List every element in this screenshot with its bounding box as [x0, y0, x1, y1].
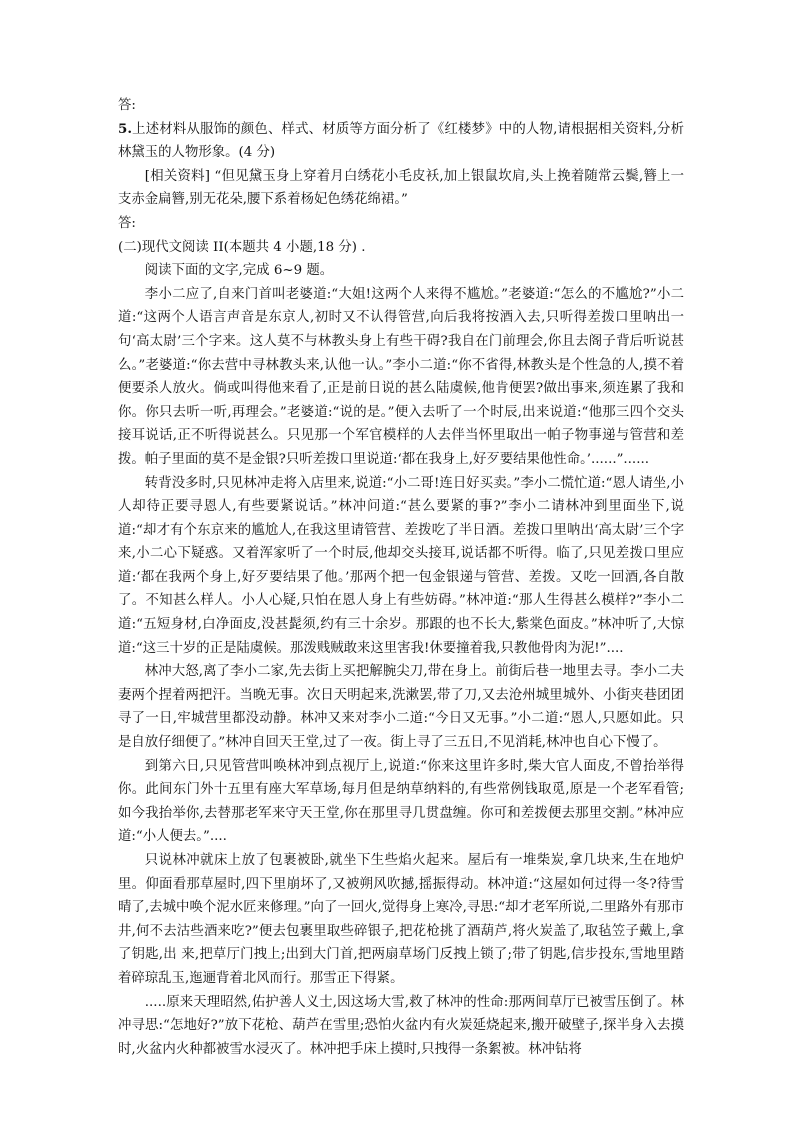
question-5-text: 上述材料从服饰的颜色、样式、材质等方面分析了《红楼梦》中的人物,请根据相关资料,分析林黛玉的人物形象。(4 分): [118, 121, 684, 161]
q5-answer-label: 答:: [118, 215, 136, 231]
section-title: (二)现代文阅读 II(本题共 4 小题,18 分) .: [118, 239, 366, 255]
question-5: [118, 118, 684, 165]
passage-paragraph-1: 李小二应了,自来门首叫老婆道:“大姐!这两个人来得不尴尬。”老婆道:“怎么的不尴尬?”小二道:“这两个人语言声音是东京人,初时又不认得管营,向后我将按酒入去,只听得差拨口里呐出一句‘高太尉’三个字来。这人莫不与林教头身上有些干碍?我自在门前理会,你且去阁子背后听说甚么。”老婆道:“你去营中寻林教头来,认他一认。”李小二道:“你不省得,林教头是个性急的人,摸不着便要杀人放火。倘或叫得他来看了,正是前日说的甚么陆虞候,他肯便罢?做出事来,须连累了我和你。你只去听一听,再理会。”老婆道:“说的是。”便入去听了一个时辰,出来说道:“他那三四个交头接耳说话,正不听得说甚么。只见那一个军官模样的人去伴当怀里取出一帕子物事递与管营和差拨。帕子里面的莫不是金银?只听差拨口里说道:‘都在我身上,好歹要结果他性命。’......”......: [118, 286, 684, 467]
passage-paragraph-6: .....原来天理昭然,佑护善人义士,因这场大雪,救了林冲的性命:那两间草厅已被雪压倒了。林冲寻思:“怎地好?”放下花枪、葫芦在雪里;恐怕火盆内有火炭延烧起来,搬开破壁子,探半身入去摸时,火盆内火种都被雪水浸灭了。林冲把手床上摸时,只拽得一条絮被。林冲钻将: [118, 994, 684, 1057]
document-page: [118, 94, 684, 1061]
passage-paragraph-2: 转背没多时,只见林冲走将入店里来,说道:“小二哥!连日好买卖。”李小二慌忙道:“恩人请坐,小人却待正要寻恩人,有些要紧说话。”林冲问道:“甚么要紧的事?”李小二请林冲到里面坐下,说道:“却才有个东京来的尴尬人,在我这里请管营、差拨吃了半日酒。差拨口里呐出‘高太尉’三个字来,小二心下疑惑。又着浑家听了一个时辰,他却交头接耳,说话都不听得。临了,只见差拨口里应道:‘都在我两个身上,好歹要结果了他。’那两个把一包金银递与管营、差拨。又吃一回酒,各自散了。不知甚么样人。小人心疑,只怕在恩人身上有些妨碍。”林冲道:“那人生得甚么模样?”李小二道:“五短身材,白净面皮,没甚髭须,约有三十余岁。那跟的也不长大,紫棠色面皮。”林冲听了,大惊道:“这三十岁的正是陆虞候。那泼贱贼敢来这里害我!休要撞着我,只教他骨肉为泥!”....: [118, 475, 684, 656]
section-instruction: 阅读下面的文字,完成 6~9 题。: [144, 263, 334, 279]
passage-paragraph-3: 林冲大怒,离了李小二家,先去街上买把解腕尖刀,带在身上。前街后巷一地里去寻。李小二夫妻两个捏着两把汗。当晚无事。次日天明起来,洗漱罢,带了刀,又去沧州城里城外、小街夹巷团团寻了一日,牢城营里都没动静。林冲又来对李小二道:“今日又无事。”小二道:“恩人,只愿如此。只是自放仔细便了。”林冲自回天王堂,过了一夜。街上寻了三五日,不见消耗,林冲也自心下慢了。: [118, 664, 684, 751]
q4-answer-label: 答:: [118, 98, 136, 113]
passage-paragraph-5: 只说林冲就床上放了包裹被卧,就坐下生些焰火起来。屋后有一堆柴炭,拿几块来,生在地炉里。仰面看那草屋时,四下里崩坏了,又被朔风吹撼,摇振得动。林冲道:“这屋如何过得一冬?待雪晴了,去城中唤个泥水匠来修理。”向了一回火,觉得身上寒冷,寻思:“却才老军所说,二里路外有那市井,何不去沽些酒来吃?”便去包裹里取些碎银子,把花枪挑了酒葫芦,将火炭盖了,取毡笠子戴上,拿了钥匙,出 来,把草厅门拽上;出到大门首,把两扇草场门反拽上锁了;带了钥匙,信步投东,雪地里踏着碎琼乱玉,迤逦背着北风而行。那雪正下得紧。: [118, 853, 684, 986]
question-5-material: [相关资料] “但见黛玉身上穿着月白绣花小毛皮袄,加上银鼠坎肩,头上挽着随常云鬓,簪上一支赤金扁簪,别无花朵,腰下系着杨妃色绣花绵裙。”: [118, 168, 684, 208]
question-5-number: 5.: [118, 120, 132, 137]
passage-paragraph-4: 到第六日,只见管营叫唤林冲到点视厅上,说道:“你来这里许多时,柴大官人面皮,不曾抬举得你。此间东门外十五里有座大军草场,每月但是纳草纳料的,有些常例钱取觅,原是一个老军看管;如今我抬举你,去替那老军来守天王堂,你在那里寻几贯盘缠。你可和差拨便去那里交割。”林冲应道:“小人便去。”....: [118, 758, 684, 845]
